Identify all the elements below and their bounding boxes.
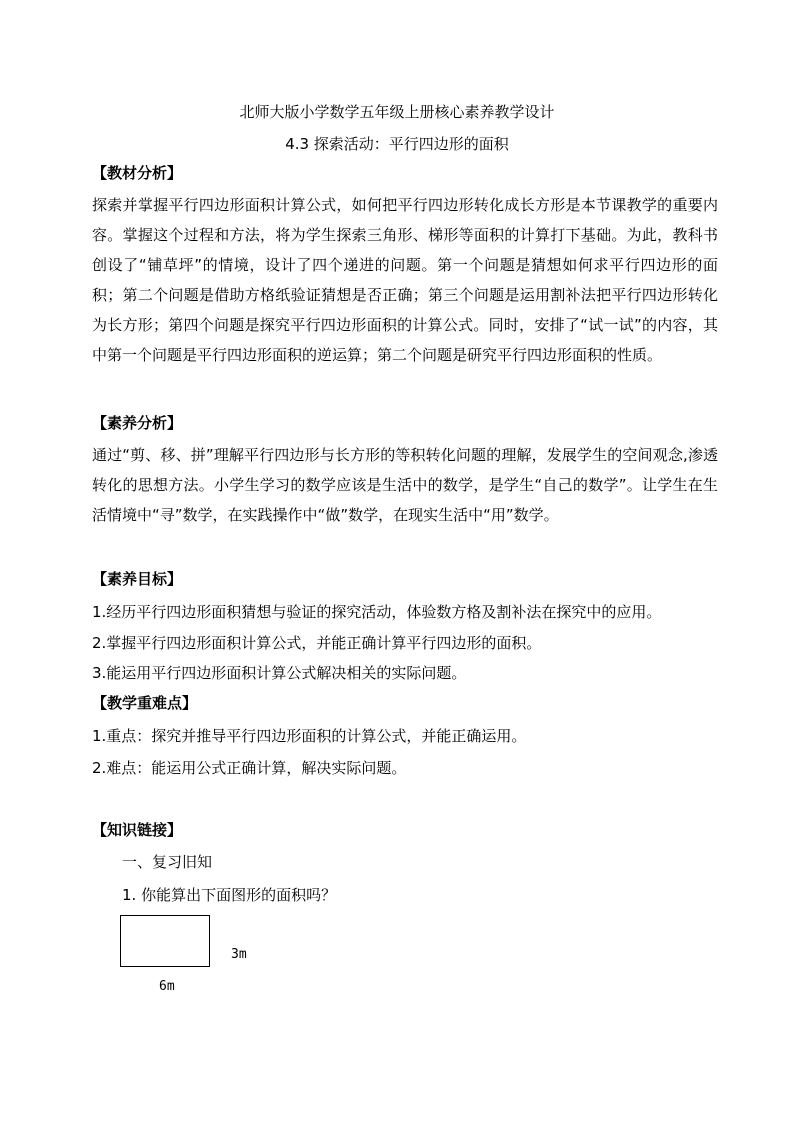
rectangle-width-label: 6m [159, 979, 175, 994]
goal-item: 2.掌握平行四边形面积计算公式，并能正确计算平行四边形的面积。 [92, 634, 542, 652]
review-subheading: 一、复习旧知 [122, 853, 213, 871]
rectangle-height-label: 3m [231, 947, 247, 962]
difficult-point-item: 2.难点：能运用公式正确计算，解决实际问题。 [92, 759, 407, 777]
review-question: 1. 你能算出下面图形的面积吗？ [122, 886, 337, 904]
section-heading-knowledge-link: 【知识链接】 [92, 821, 183, 839]
section-heading-key-difficult-points: 【教学重难点】 [92, 694, 198, 712]
literacy-analysis-paragraph: 通过“剪、移、拼”理解平行四边形与长方形的等积转化问题的理解，发展学生的空间观念,渗透转化的思想方法。小学生学习的数学应该是生活中的数学，是学生“自己的数学”。让学生在生活情境中“寻”数学，在实践操作中“做”数学，在现实生活中“用”数学。 [92, 446, 718, 524]
rectangle-figure [120, 915, 210, 967]
document-title: 北师大版小学数学五年级上册核心素养教学设计 [239, 103, 555, 121]
textbook-analysis-paragraph: 探索并掌握平行四边形面积计算公式，如何把平行四边形转化成长方形是本节课教学的重要内容。掌握这个过程和方法，将为学生探索三角形、梯形等面积的计算打下基础。为此，教科书创设了“铺草坪”的情境，设计了四个递进的问题。第一个问题是猜想如何求平行四边形的面积；第二个问题是借助方格纸验证猜想是否正确；第三个问题是运用割补法把平行四边形转化为长方形；第四个问题是探究平行四边形面积的计算公式。同时，安排了“试一试”的内容，其中第一个问题是平行四边形面积的逆运算；第二个问题是研究平行四边形面积的性质。 [92, 196, 718, 364]
goal-item: 3.能运用平行四边形面积计算公式解决相关的实际问题。 [92, 664, 467, 682]
section-heading-literacy-goals: 【素养目标】 [92, 570, 183, 588]
goal-item: 1.经历平行四边形面积猜想与验证的探究活动，体验数方格及割补法在探究中的应用。 [92, 603, 662, 621]
lesson-subtitle: 4.3 探索活动：平行四边形的面积 [285, 135, 509, 153]
key-point-item: 1.重点：探究并推导平行四边形面积的计算公式，并能正确运用。 [92, 727, 527, 745]
section-heading-textbook-analysis: 【教材分析】 [92, 164, 183, 182]
section-heading-literacy-analysis: 【素养分析】 [92, 414, 183, 432]
